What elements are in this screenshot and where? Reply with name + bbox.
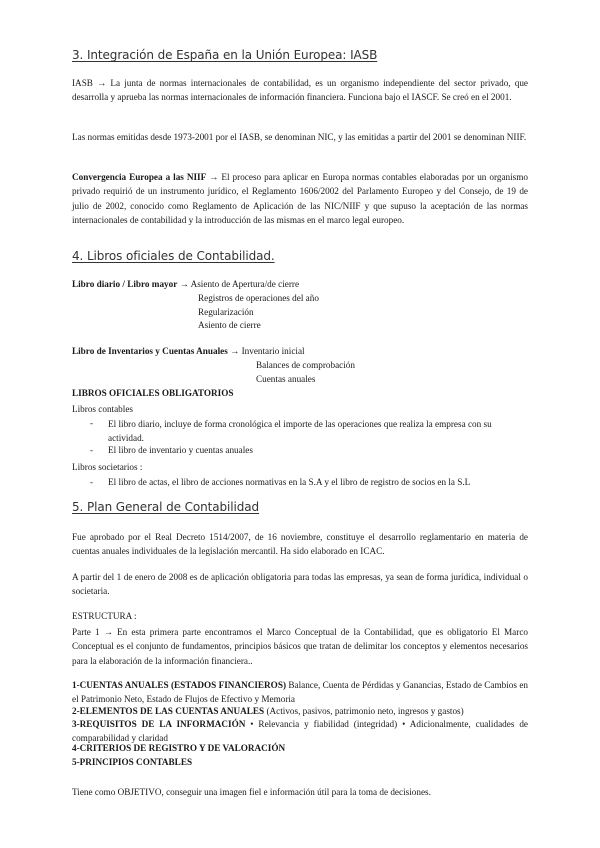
diario-item: Asiento de cierre [198, 320, 261, 330]
libros-contables-label: Libros contables [72, 404, 133, 414]
contables-item: El libro diario, incluye de forma cronológica el importe de las operaciones que realiza la empresa con su actividad. [108, 419, 492, 443]
estructura-item-5: 5-PRINCIPIOS CONTABLES [72, 757, 193, 767]
libros-societarios-label: Libros societarios : [72, 462, 143, 472]
nic-niif-paragraph: Las normas emitidas desde 1973-2001 por el IASB, se denominan NIC, y las emitidas a partir del 2001 se denominan NIIF. [72, 132, 527, 142]
libro-inventario-label: Libro de Inventarios y Cuentas Anuales [72, 346, 228, 356]
inventario-item: Cuentas anuales [256, 374, 316, 384]
libro-inventario-arrow: → Inventario inicial [227, 346, 305, 356]
obligatorios-title: LIBROS OFICIALES OBLIGATORIOS [72, 388, 234, 398]
estructura-label: ESTRUCTURA : [72, 611, 137, 621]
convergencia-paragraph [72, 170, 528, 227]
item-3-text: • Relevancia y fiabilidad (integridad) • Adicionalmente, cualidades de comparabilidad y claridad [72, 719, 528, 744]
item-1-text: Balance, Cuenta de Pérdidas y Ganancias, Estado de Cambios en el Patrimonio Neto, Estado de Flujos de Efectivo y Memoria [72, 680, 528, 705]
estructura-item-3 [72, 717, 528, 746]
list-dash: - [90, 445, 94, 455]
convergencia-label: Convergencia Europea a las NIIF [72, 172, 207, 182]
contables-item: El libro de inventario y cuentas anuales [108, 445, 253, 455]
estructura-item-1 [72, 678, 528, 707]
libro-diario-arrow: → Asiento de Apertura/de cierre [177, 279, 300, 289]
aplicacion-paragraph: A partir del 1 de enero de 2008 es de aplicación obligatoria para todas las empresas, ya sean de forma jurídica, individual o societaria. [72, 572, 528, 597]
item-1-title: 1-CUENTAS ANUALES (ESTADOS FINANCIEROS) [72, 680, 287, 690]
libro-inventario-line [72, 346, 305, 356]
iasb-paragraph: IASB → La junta de normas internacionales de contabilidad, es un organismo independiente del sector privado, que desarrolla y aprueba las normas internacionales de información financiera. Funciona bajo el IASCF. Se creó en el 2001. [72, 78, 528, 103]
section-5-heading: 5. Plan General de Contabilidad [72, 500, 260, 514]
item-2-title: 2-ELEMENTOS DE LAS CUENTAS ANUALES [72, 706, 265, 716]
estructura-item-4: 4-CRITERIOS DE REGISTRO Y DE VALORACIÓN [72, 743, 286, 753]
section-3-heading: 3. Integración de España en la Unión Europea: IASB [72, 48, 378, 62]
section-4-heading: 4. Libros oficiales de Contabilidad. [72, 249, 275, 263]
convergencia-text: → El proceso para aplicar en Europa normas contables elaboradas por un organismo privado requirió de un instrumento jurídico, el Reglamento 1606/2002 del Parlamento Europeo y del Consejo, de 19 de julio de 2002, conocido como Reglamento de Aplicación de las NIC/NIIF y que supuso la aceptación de las normas internacionales de contabilidad y la introducción de las mismas en el marco legal europeo. [72, 172, 528, 225]
list-dash: - [90, 477, 94, 487]
objetivo-line: Tiene como OBJETIVO, conseguir una imagen fiel e información útil para la toma de decisiones. [72, 787, 431, 797]
list-dash: - [90, 418, 94, 428]
societarios-item: El libro de actas, el libro de acciones normativas en la S.A y el libro de registro de socios en la S.L [108, 477, 471, 487]
diario-item: Registros de operaciones del año [198, 293, 319, 303]
libro-diario-line [72, 279, 299, 289]
inventario-item: Balances de comprobación [256, 360, 355, 370]
item-3-title: 3-REQUISITOS DE LA INFORMACIÓN [72, 719, 246, 729]
libro-diario-label: Libro diario / Libro mayor [72, 279, 178, 289]
estructura-text: Parte 1 → En esta primera parte encontramos el Marco Conceptual de la Contabilidad, que es obligatorio El Marco Conceptual es el conjunto de fundamentos, principios básicos que tratan de delimitar los conceptos y elementos necesarios para la elaboración de la información financiera.. [72, 627, 528, 666]
real-decreto-paragraph: Fue aprobado por el Real Decreto 1514/2007, de 16 noviembre, constituye el desarrollo reglamentario en materia de cuentas anuales individuales de la legislación mercantil. Ha sido elaborado en ICAC. [72, 532, 528, 557]
item-2-text: (Activos, pasivos, patrimonio neto, ingresos y gastos) [264, 706, 464, 716]
diario-item: Regularización [198, 307, 254, 317]
